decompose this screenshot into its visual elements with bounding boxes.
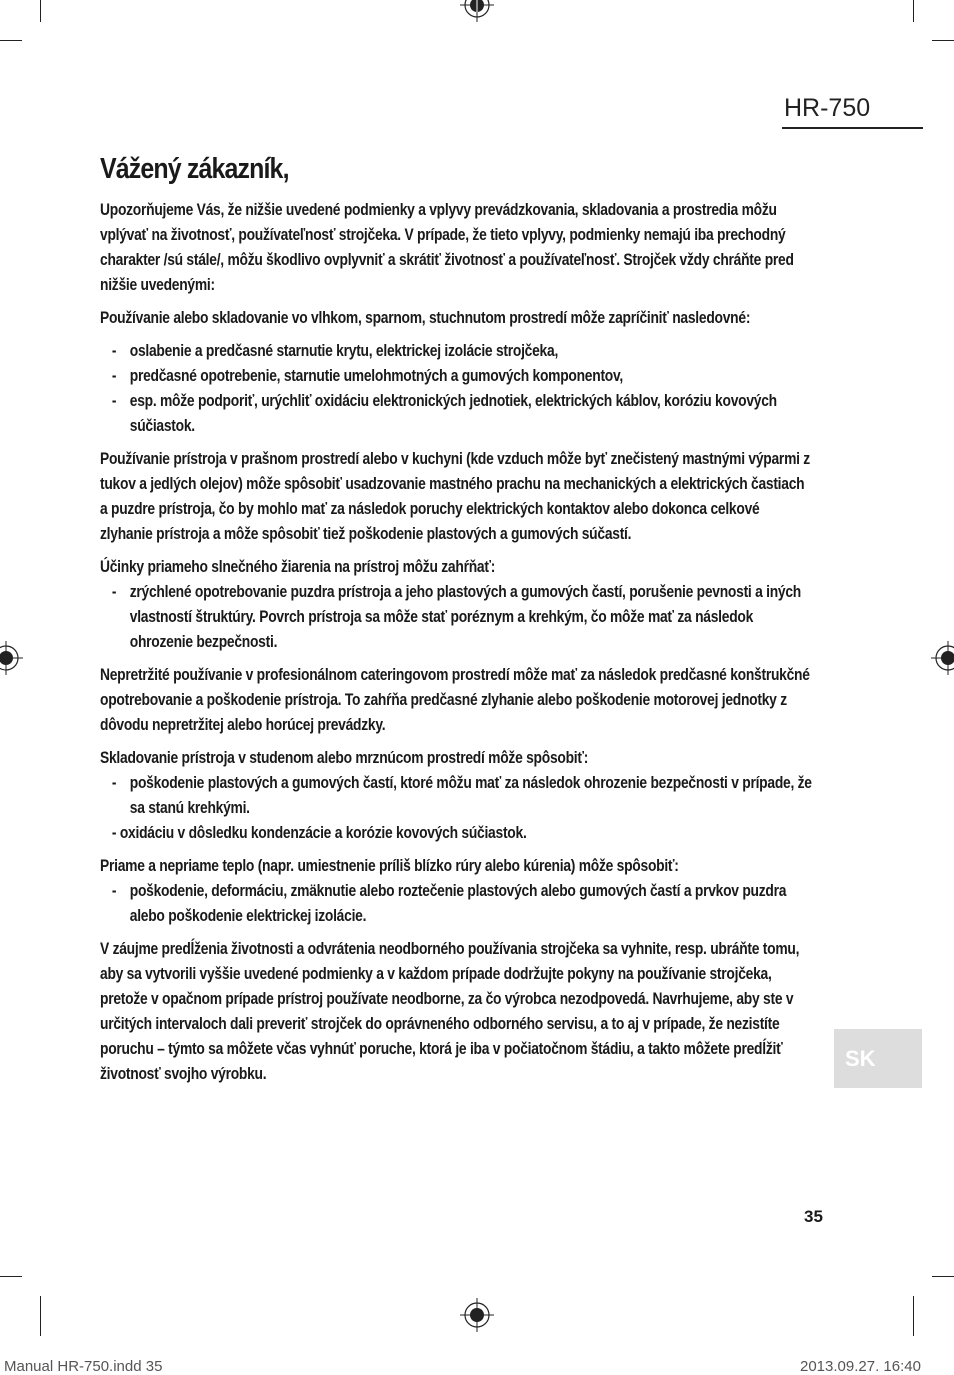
list-item: - oxidáciu v dôsledku kondenzácie a korózie kovových súčiastok. bbox=[111, 824, 527, 842]
registration-mark-icon bbox=[0, 641, 23, 675]
crop-mark bbox=[913, 1296, 914, 1336]
crop-mark bbox=[40, 1296, 41, 1336]
section-heading: Priame a nepriame teplo (napr. umiestnenie príliš blízko rúry alebo kúrenia) môže spôsobiť: bbox=[100, 857, 679, 875]
list-item: - poškodenie plastových a gumových častí, ktoré môžu mať za následok ohrozenie bezpečnosti v prípade, že sa stanú krehkými. bbox=[100, 771, 814, 821]
model-number: HR-750 bbox=[784, 94, 871, 122]
section-heading: Skladovanie prístroja v studenom alebo mrznúcom prostredí môže spôsobiť: bbox=[100, 749, 589, 767]
section-heading: Používanie alebo skladovanie vo vlhkom, sparnom, stuchnutom prostredí môže zapríčiniť nasledovné: bbox=[100, 309, 751, 327]
bullet-list bbox=[100, 771, 814, 846]
header-rule bbox=[782, 127, 923, 129]
document-body bbox=[100, 198, 814, 1095]
closing-paragraph: V záujme predĺženia životnosti a odvrátenia neodborného používania strojčeka sa vyhnite, resp. ubráňte tomu, aby sa vytvorili vyššie uvedené podmienky a v každom prípade dodržujte pokyny na používanie strojčeka, pretože v opačnom prípade prístroj používate neodborne, za čo výrobca nezodpovedá. Navrhujeme, aby ste v určitých intervaloch dali preveriť strojček do oprávneného odborného servisu, a to aj v prípade, že nezistíte poruchu – týmto sa môžete včas vyhnúť poruche, ktorá je iba v počiatočnom štádiu, a takto môžete predĺžiť životnosť svojho výrobku. bbox=[100, 940, 800, 1083]
list-item: - oslabenie a predčasné starnutie krytu, elektrickej izolácie strojčeka, bbox=[100, 339, 814, 364]
registration-mark-icon bbox=[460, 0, 494, 22]
crop-mark bbox=[40, 0, 41, 22]
bullet-list bbox=[100, 580, 814, 655]
registration-mark-icon bbox=[931, 641, 954, 675]
intro-paragraph: Upozorňujeme Vás, že nižšie uvedené podmienky a vplyvy prevádzkovania, skladovania a prostredia môžu vplývať na životnosť, používateľnosť strojčeka. V prípade, že tieto vplyvy, podmienky nemajú iba prechodný charakter /sú stále/, môžu škodlivo ovplyvniť a skrátiť životnosť a používateľnosť. Strojček vždy chráňte pred nižšie uvedenými: bbox=[100, 201, 794, 294]
crop-mark bbox=[932, 40, 954, 41]
page-number: 35 bbox=[804, 1207, 823, 1226]
list-item: - zrýchlené opotrebovanie puzdra prístroja a jeho plastových a gumových častí, porušenie pevnosti a iných vlastností štruktúry. Povrch prístroja sa môže stať poréznym a krehkým, čo môže mať za následok ohrozenie bezpečnosti. bbox=[100, 580, 814, 655]
list-item: - predčasné opotrebenie, starnutie umelohmotných a gumových komponentov, bbox=[100, 364, 814, 389]
bullet-list bbox=[100, 879, 814, 929]
crop-mark bbox=[0, 40, 22, 41]
registration-mark-icon bbox=[460, 1298, 494, 1332]
language-tab-label: SK bbox=[845, 1046, 876, 1071]
section-paragraph: Nepretržité používanie v profesionálnom cateringovom prostredí môže mať za následok predčasné konštrukčné opotrebovanie a poškodenie prístroja. To zahŕňa predčasné zlyhanie alebo poškodenie motorovej jednotky z dôvodu nepretržitej alebo horúcej prevádzky. bbox=[100, 666, 810, 734]
print-footer-date: 2013.09.27. 16:40 bbox=[800, 1358, 921, 1375]
crop-mark bbox=[0, 1276, 22, 1277]
list-item: - poškodenie, deformáciu, zmäknutie alebo roztečenie plastových alebo gumových častí a prvkov puzdra alebo poškodenie elektrickej izolácie. bbox=[100, 879, 814, 929]
list-item: - esp. môže podporiť, urýchliť oxidáciu elektronických jednotiek, elektrických káblov, koróziu kovových súčiastok. bbox=[100, 389, 814, 439]
language-tab bbox=[834, 1029, 922, 1088]
crop-mark bbox=[932, 1276, 954, 1277]
crop-mark bbox=[913, 0, 914, 22]
bullet-list bbox=[100, 339, 814, 439]
section-paragraph: Používanie prístroja v prašnom prostredí alebo v kuchyni (kde vzduch môže byť znečistený mastnými výparmi z tukov a jedlých olejov) môže spôsobiť usadzovanie mastného prachu na mechanických a elektrických častiach a puzdre prístroja, čo by mohlo mať za následok poruchy elektrických kontaktov alebo dokonca celkové zlyhanie prístroja a môže spôsobiť tiež poškodenie plastových a gumových súčastí. bbox=[100, 450, 810, 543]
page-title: Vážený zákazník, bbox=[100, 153, 289, 185]
print-footer-file: Manual HR-750.indd 35 bbox=[4, 1358, 163, 1375]
section-heading: Účinky priameho slnečného žiarenia na prístroj môžu zahŕňať: bbox=[100, 558, 496, 576]
